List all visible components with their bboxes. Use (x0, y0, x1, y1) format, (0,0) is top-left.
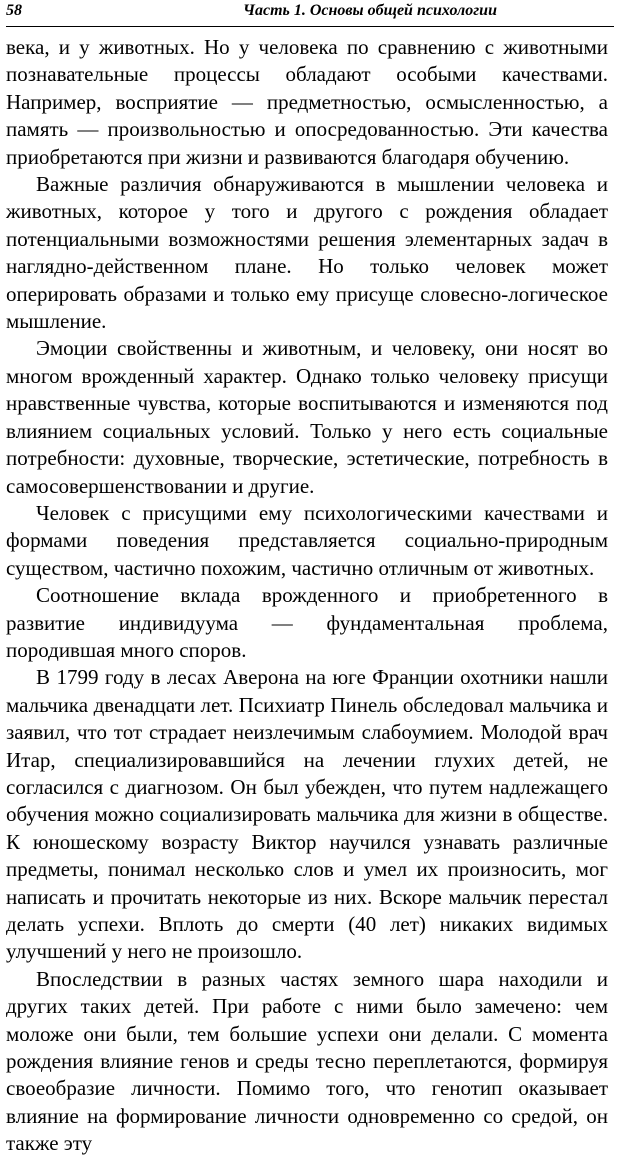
body-text (6, 34, 608, 1158)
paragraph: В 1799 году в лесах Аверона на юге Франции охотники нашли мальчика двенадцати лет. Психиатр Пинель обследовал мальчика и заявил, что тот страдает неизлечимым слабоумием. Молодой врач Итар, специализировавшийся на лечении глухих детей, не согласился с диагнозом. Он был убежден, что путем надлежащего обучения можно социализировать мальчика для жизни в обществе. К юношескому возрасту Виктор научился узнавать различные предметы, понимал несколько слов и умел их произносить, мог написать и прочитать некоторые из них. Вскоре мальчик перестал делать успехи. Вплоть до смерти (40 лет) никаких видимых улучшений у него не произошло. (6, 665, 608, 964)
paragraph: Важные различия обнаруживаются в мышлении человека и животных, которое у того и другого с рождения обладает потенциальными возможностями решения элементарных задач в наглядно-действенном плане. Но только человек может оперировать образами и только ему присуще словесно-логическое мышление. (6, 172, 608, 334)
paragraph: Впоследствии в разных частях земного шара находили и других таких детей. При работе с ними было замечено: чем моложе они были, тем большие успехи они делали. С момента рождения влияние генов и среды тесно переплетаются, формируя своеобразие личности. Помимо того, что генотип оказывает влияние на формирование личности одновременно со средой, он также эту (6, 966, 608, 1156)
page-number: 58 (6, 2, 22, 19)
paragraph: века, и у животных. Но у человека по сравнению с животными познавательные процессы обладают особыми качествами. Например, восприятие — предметностью, осмысленностью, а память — произвольностью и опосредованностью. Эти качества приобретаются при жизни и развиваются благодаря обучению. (6, 35, 608, 169)
paragraph: Эмоции свойственны и животным, и человеку, они носят во многом врожденный характер. Однако только человеку присущи нравственные чувства, которые воспитываются и изменяются под влиянием социальных условий. Только у него есть социальные потребности: духовные, творческие, эстетические, потребность в самосовершенствовании и другие. (6, 336, 608, 498)
running-title: Часть 1. Основы общей психологии (243, 2, 497, 19)
header-rule (6, 26, 614, 27)
paragraph: Соотношение вклада врожденного и приобретенного в развитие индивидуума — фундаментальная проблема, породившая много споров. (6, 583, 608, 662)
paragraph: Человек с присущими ему психологическими качествами и формами поведения представляется социально-природным существом, частично похожим, частично отличным от животных. (6, 500, 608, 580)
page-header (6, 2, 614, 26)
